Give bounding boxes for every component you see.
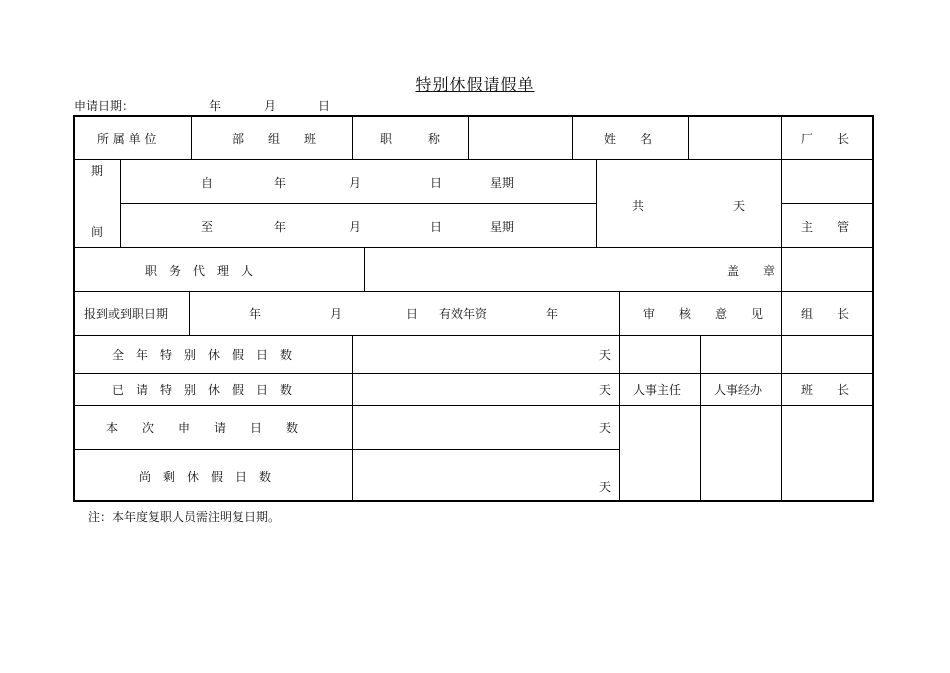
row-divider [75, 159, 872, 160]
apply-month: 月 [264, 99, 277, 113]
hr-director-label: 人事主任 [633, 383, 682, 397]
to-day: 日 [430, 220, 443, 234]
col-divider [468, 117, 469, 159]
col-divider [120, 159, 121, 247]
apply-day: 日 [318, 99, 331, 113]
current-request-unit: 天 [599, 421, 612, 435]
remaining-days-unit: 天 [599, 480, 612, 494]
seniority-unit: 年 [546, 307, 559, 321]
to-year: 年 [274, 220, 287, 234]
from-weekday: 星期 [490, 176, 515, 190]
col-divider [364, 247, 365, 291]
row-divider [75, 373, 872, 374]
seal-label: 盖 章 [727, 264, 776, 278]
total-days-unit: 天 [733, 199, 746, 213]
unit-label: 部 组 班 [232, 132, 317, 146]
review-label: 审 核 意 见 [643, 307, 764, 321]
from-year: 年 [274, 176, 287, 190]
row-divider [781, 203, 872, 204]
period-label-top: 期 [91, 164, 104, 178]
department-label: 所 属 单 位 [97, 132, 157, 146]
col-divider [352, 335, 353, 500]
col-divider [189, 291, 190, 335]
apply-year: 年 [209, 99, 222, 113]
leave-form-table [73, 115, 874, 502]
seniority-label: 有效年资 [439, 307, 488, 321]
total-days-prefix: 共 [632, 199, 645, 213]
report-year: 年 [249, 307, 262, 321]
annual-total-unit: 天 [599, 348, 612, 362]
group-leader-label: 组 长 [801, 307, 850, 321]
current-request-label: 本 次 申 请 日 数 [106, 421, 299, 435]
report-date-label: 报到或到职日期 [84, 307, 169, 321]
supervisor-label: 主 管 [801, 220, 850, 234]
apply-date-label: 申请日期： [74, 99, 135, 113]
from-day: 日 [430, 176, 443, 190]
col-divider [596, 159, 597, 247]
form-title: 特别休假请假单 [415, 75, 535, 94]
col-divider [191, 117, 192, 159]
col-divider [781, 117, 782, 500]
row-divider [75, 449, 619, 450]
report-month: 月 [330, 307, 343, 321]
remaining-days-label: 尚 剩 休 假 日 数 [139, 470, 272, 484]
team-leader-label: 班 长 [801, 383, 850, 397]
row-divider [75, 405, 872, 406]
row-divider [120, 203, 596, 204]
to-prefix: 至 [201, 220, 214, 234]
position-label: 职 称 [380, 132, 441, 146]
col-divider [352, 117, 353, 159]
to-weekday: 星期 [490, 220, 515, 234]
used-days-unit: 天 [599, 383, 612, 397]
from-prefix: 自 [201, 176, 214, 190]
deputy-label: 职 务 代 理 人 [145, 264, 254, 278]
row-divider [75, 247, 872, 248]
factory-head-label: 厂 长 [801, 132, 850, 146]
hr-handler-label: 人事经办 [714, 383, 763, 397]
footnote: 注：本年度复职人员需注明复日期。 [88, 510, 281, 524]
col-divider [572, 117, 573, 159]
to-month: 月 [349, 220, 362, 234]
annual-total-label: 全 年 特 别 休 假 日 数 [112, 348, 293, 362]
name-label: 姓 名 [604, 132, 653, 146]
col-divider [700, 335, 701, 500]
report-day: 日 [406, 307, 419, 321]
from-month: 月 [349, 176, 362, 190]
row-divider [75, 291, 872, 292]
period-label-bottom: 间 [91, 225, 104, 239]
col-divider [688, 117, 689, 159]
used-days-label: 已 请 特 别 休 假 日 数 [112, 383, 293, 397]
row-divider [75, 335, 872, 336]
col-divider [619, 291, 620, 500]
